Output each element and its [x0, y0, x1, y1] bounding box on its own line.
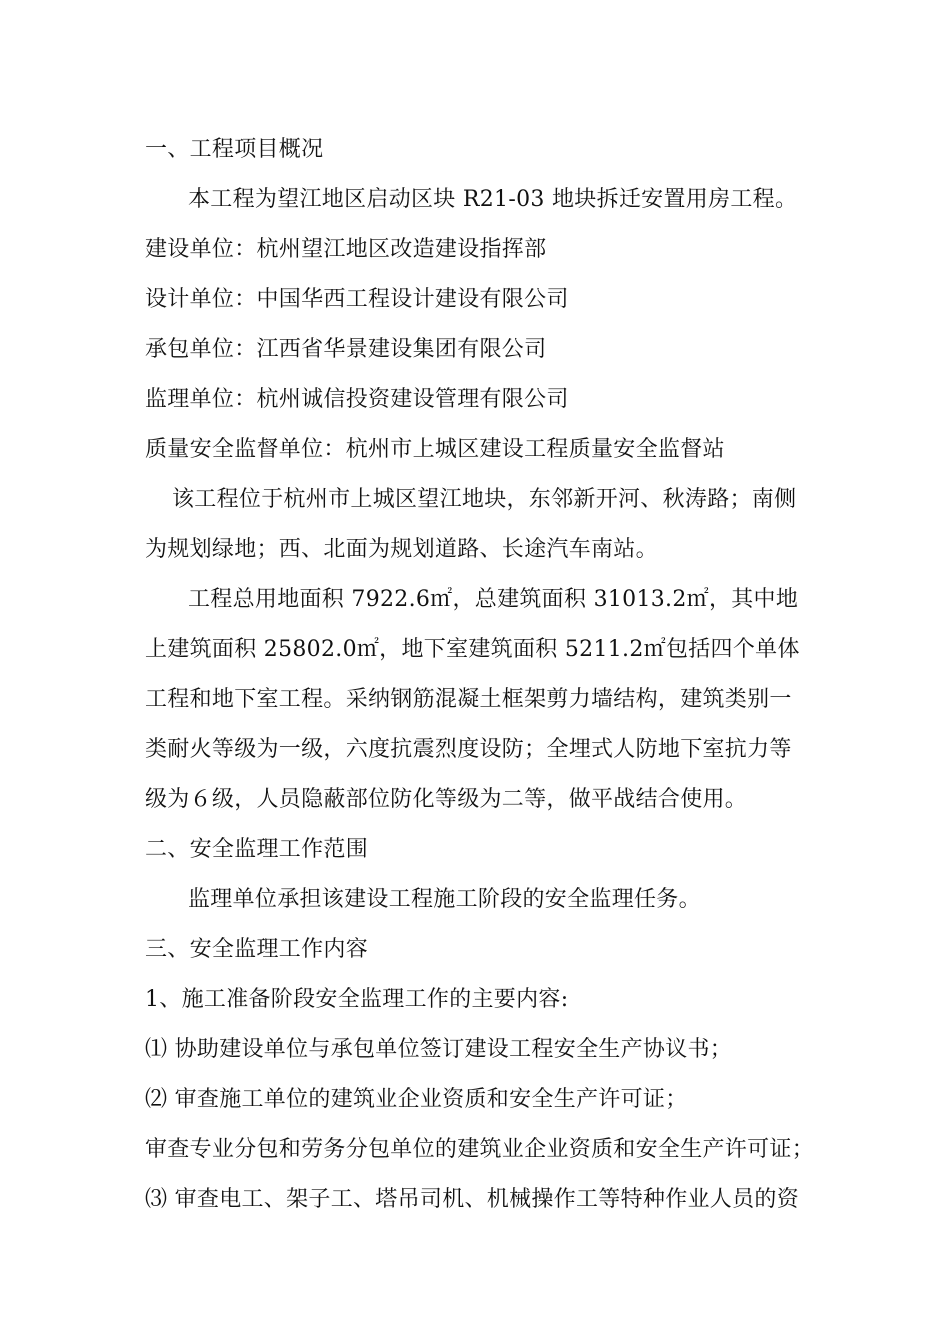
area-paragraph-line-2: 上建筑面积 25802.0㎡，地下室建筑面积 5211.2㎡包括四个单体 — [145, 637, 800, 662]
location-paragraph-line-1: 该工程位于杭州市上城区望江地块，东邻新开河、秋涛路；南侧 — [172, 487, 797, 512]
construction-unit: 建设单位：杭州望江地区改造建设指挥部 — [145, 237, 547, 262]
list-item-2: ⑵ 审查施工单位的建筑业企业资质和安全生产许可证； — [145, 1087, 688, 1112]
location-paragraph-line-2: 为规划绿地；西、北面为规划道路、长途汽车南站。 — [145, 537, 658, 562]
list-item-2-continued: 审查专业分包和劳务分包单位的建筑业企业资质和安全生产许可证； — [145, 1137, 815, 1162]
area-paragraph-line-1: 工程总用地面积 7922.6㎡，总建筑面积 31013.2㎡，其中地 — [188, 587, 799, 612]
section-heading-2: 二、安全监理工作范围 — [145, 837, 369, 862]
quality-safety-unit: 质量安全监督单位：杭州市上城区建设工程质量安全监督站 — [145, 437, 725, 462]
design-unit: 设计单位：中国华西工程设计建设有限公司 — [145, 287, 569, 312]
contractor-unit: 承包单位：江西省华景建设集团有限公司 — [145, 337, 547, 362]
project-intro: 本工程为望江地区启动区块 R21-03 地块拆迁安置用房工程。 — [188, 187, 798, 212]
scope-paragraph: 监理单位承担该建设工程施工阶段的安全监理任务。 — [188, 887, 701, 912]
list-item-1: ⑴ 协助建设单位与承包单位签订建设工程安全生产协议书； — [145, 1037, 733, 1062]
area-paragraph-line-4: 类耐火等级为一级，六度抗震烈度设防；全埋式人防地下室抗力等 — [145, 737, 792, 762]
supervision-unit: 监理单位：杭州诚信投资建设管理有限公司 — [145, 387, 569, 412]
subsection-heading-1: 1、施工准备阶段安全监理工作的主要内容: — [145, 987, 569, 1012]
area-paragraph-line-3: 工程和地下室工程。采纳钢筋混凝土框架剪力墙结构，建筑类别一 — [145, 687, 792, 712]
section-heading-1: 一、工程项目概况 — [145, 137, 324, 162]
area-paragraph-line-5: 级为６级，人员隐蔽部位防化等级为二等，做平战结合使用。 — [145, 787, 748, 812]
section-heading-3: 三、安全监理工作内容 — [145, 937, 369, 962]
list-item-3: ⑶ 审查电工、架子工、塔吊司机、机械操作工等特种作业人员的资 — [145, 1187, 799, 1212]
